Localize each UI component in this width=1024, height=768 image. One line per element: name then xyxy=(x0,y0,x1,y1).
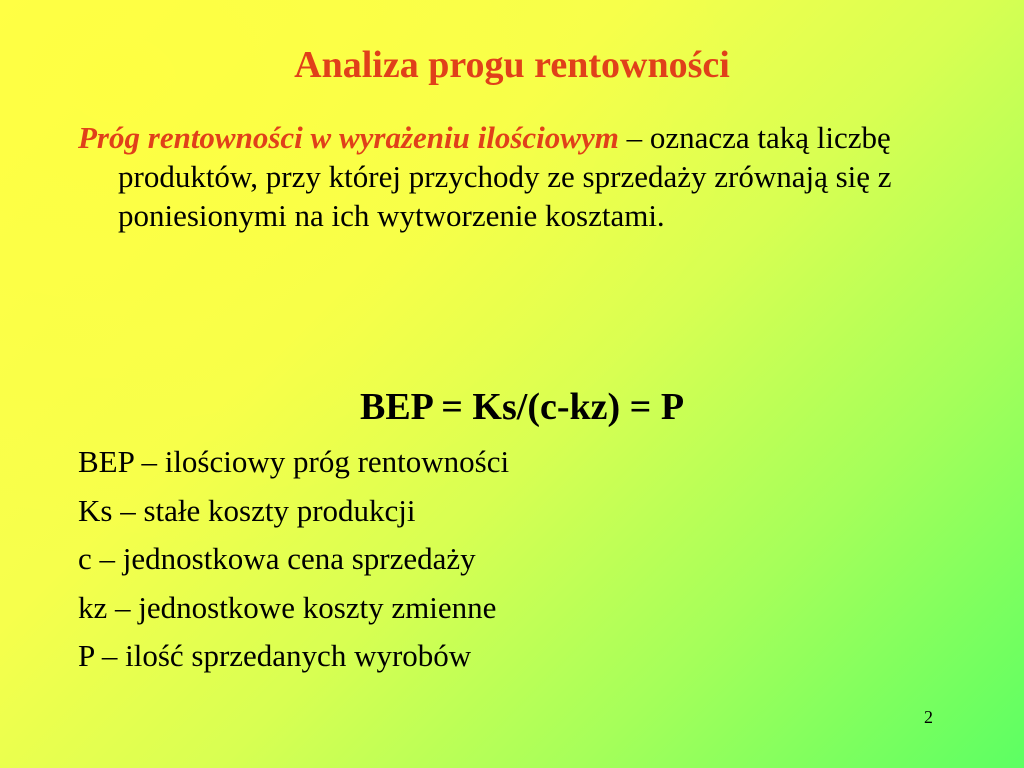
definition-term: Próg rentowności w wyrażeniu ilościowym xyxy=(78,120,619,155)
legend-item-c: c – jednostkowa cena sprzedaży xyxy=(78,541,476,576)
legend-item-kz: kz – jednostkowe koszty zmienne xyxy=(78,589,497,625)
page-number: 2 xyxy=(924,707,933,727)
legend-item-ks: Ks – stałe koszty produkcji xyxy=(78,492,416,528)
definition-text: – oznacza taką liczbę produktów, przy której przychody ze sprzedaży zrównają się z poniesionymi na ich wytworzenie kosztami. xyxy=(118,120,892,233)
bep-formula: BEP = Ks/(c-kz) = P xyxy=(359,386,685,428)
formula-legend xyxy=(78,438,958,681)
definition-paragraph xyxy=(78,118,998,235)
legend-item-p: P – ilość sprzedanych wyrobów xyxy=(78,638,472,673)
legend-item-bep: BEP – ilościowy próg rentowności xyxy=(78,444,510,479)
slide-title: Analiza progu rentowności xyxy=(294,44,730,86)
